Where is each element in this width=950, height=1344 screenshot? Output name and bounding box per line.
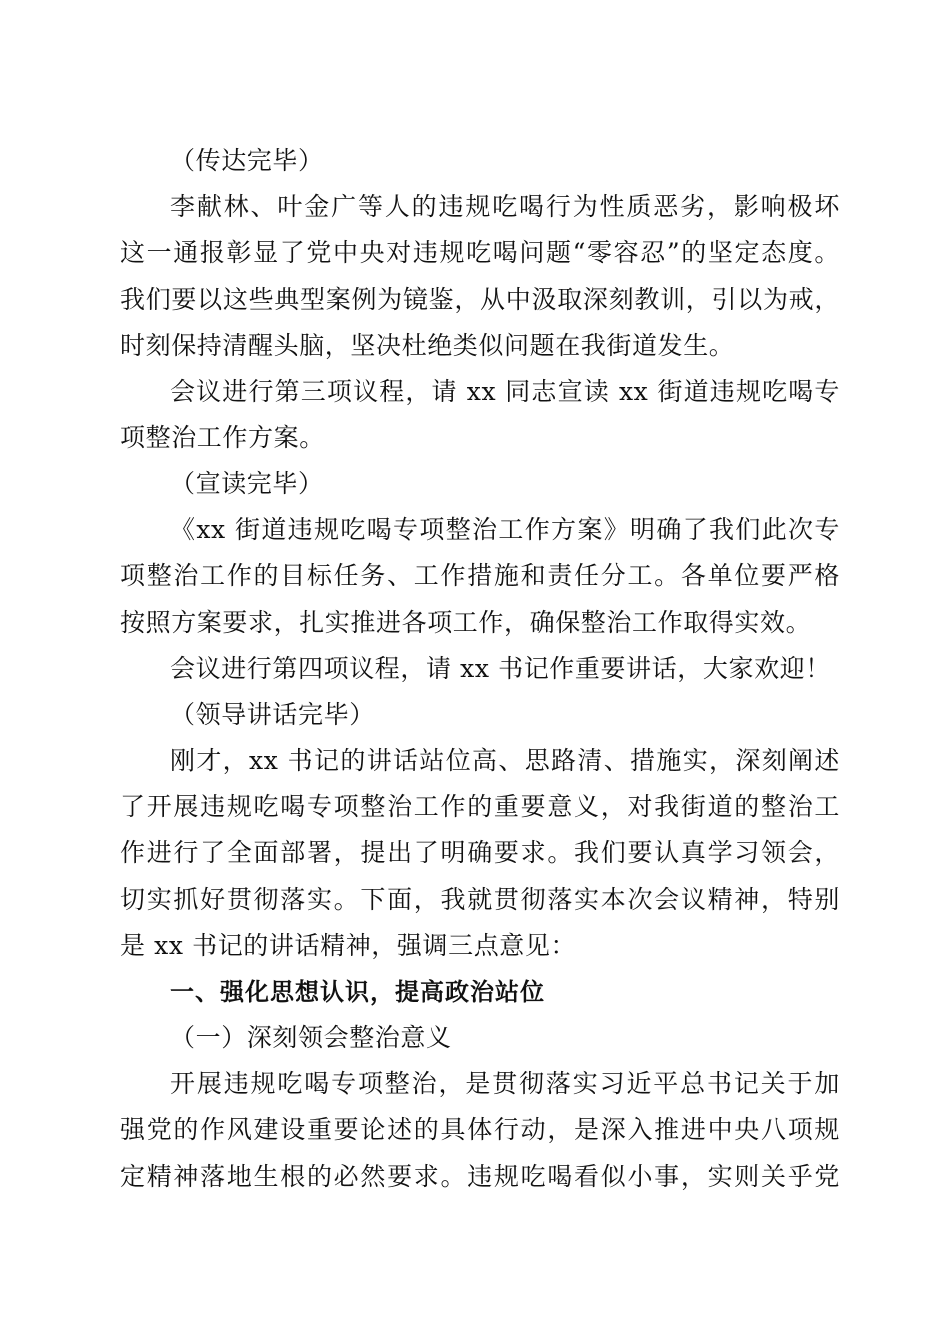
paragraph-line: （宣读完毕） xyxy=(170,469,324,498)
paragraph-line: 定精神落地生根的必然要求。违规吃喝看似小事，实则关乎党 xyxy=(120,1162,840,1191)
paragraph-line: 按照方案要求，扎实推进各项工作，确保整治工作取得实效。 xyxy=(120,608,812,637)
paragraph-line: （领导讲话完毕） xyxy=(170,700,375,729)
paragraph-line: 项整治工作的目标任务、工作措施和责任分工。各单位要严格 xyxy=(120,561,840,590)
paragraph-line: 我们要以这些典型案例为镜鉴，从中汲取深刻教训，引以为戒， xyxy=(120,285,840,314)
paragraph-line: 开展违规吃喝专项整治，是贯彻落实习近平总书记关于加 xyxy=(170,1069,840,1098)
paragraph-line: 刚才，xx 书记的讲话站位高、思路清、措施实，深刻阐述 xyxy=(170,746,840,775)
paragraph-line: 会议进行第四项议程，请 xx 书记作重要讲话，大家欢迎！ xyxy=(170,654,831,683)
paragraph-line: 了开展违规吃喝专项整治工作的重要意义，对我街道的整治工 xyxy=(120,792,840,821)
paragraph-line: 切实抓好贯彻落实。下面，我就贯彻落实本次会议精神，特别 xyxy=(120,885,840,914)
paragraph-line: 项整治工作方案。 xyxy=(120,423,325,452)
paragraph-line: 这一通报彰显了党中央对违规吃喝问题“零容忍”的坚定态度。 xyxy=(120,238,840,267)
section-heading: 一、强化思想认识，提高政治站位 xyxy=(170,978,545,1006)
subsection-heading: （一）深刻领会整治意义 xyxy=(170,1023,452,1052)
paragraph-line: 会议进行第三项议程，请 xx 同志宣读 xx 街道违规吃喝专 xyxy=(170,377,840,406)
paragraph-line: 强党的作风建设重要论述的具体行动，是深入推进中央八项规 xyxy=(120,1115,840,1144)
paragraph-line: 《xx 街道违规吃喝专项整治工作方案》明确了我们此次专 xyxy=(170,515,840,544)
paragraph-line: （传达完毕） xyxy=(170,146,324,175)
paragraph-line: 是 xx 书记的讲话精神，强调三点意见： xyxy=(120,931,577,960)
paragraph-line: 时刻保持清醒头脑，坚决杜绝类似问题在我街道发生。 xyxy=(120,331,735,360)
paragraph-line: 李献林、叶金广等人的违规吃喝行为性质恶劣，影响极坏 xyxy=(170,192,840,221)
paragraph-line: 作进行了全面部署，提出了明确要求。我们要认真学习领会， xyxy=(120,838,840,867)
